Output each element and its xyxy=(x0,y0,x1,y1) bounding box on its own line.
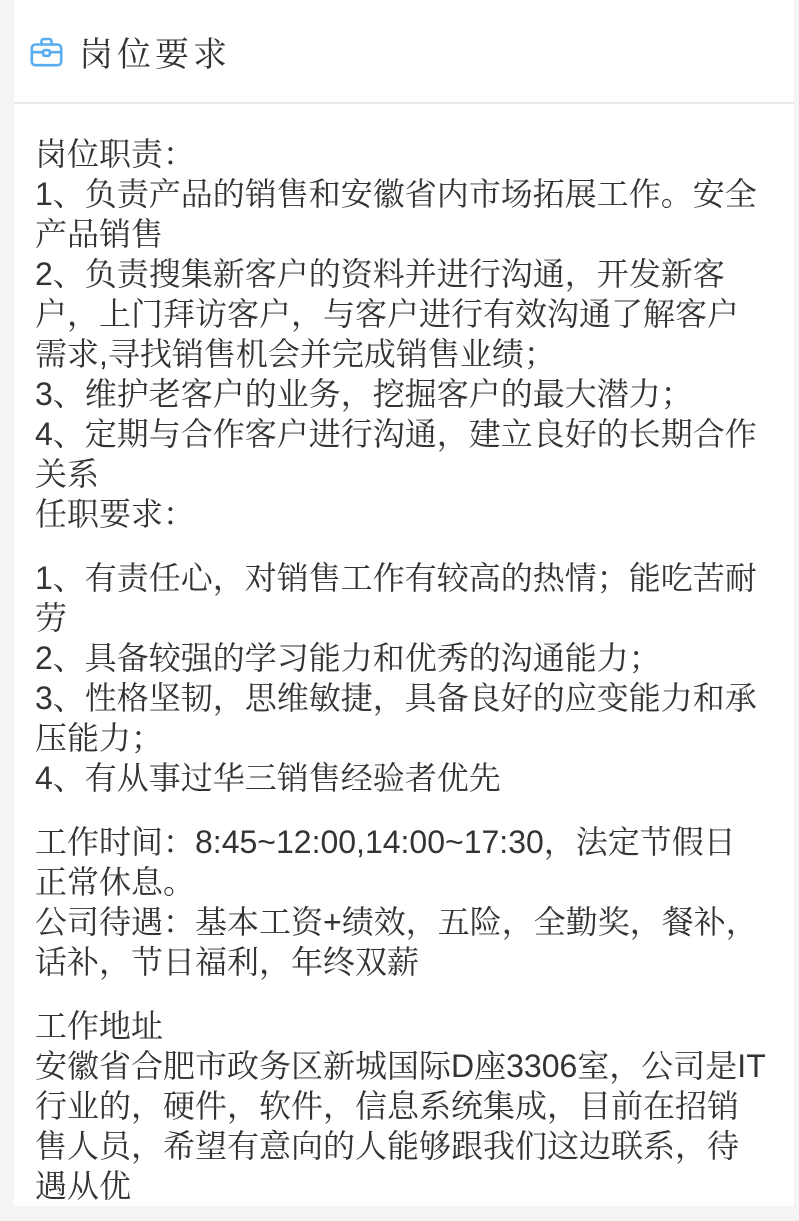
text-line: 工作时间：8:45~12:00,14:00~17:30，法定节假日 xyxy=(35,824,736,860)
text-line: 话补，节日福利，年终双薪 xyxy=(35,944,420,980)
text-line: 4、定期与合作客户进行沟通，建立良好的长期合作 xyxy=(35,416,757,452)
text-line: 4、有从事过华三销售经验者优先 xyxy=(35,760,501,796)
section-header xyxy=(14,0,794,104)
text-line: 压能力； xyxy=(35,720,164,756)
text-line: 安徽省合肥市政务区新城国际D座3306室，公司是IT xyxy=(35,1048,766,1084)
text-line: 岗位职责： xyxy=(35,136,196,172)
text-line: 售人员，希望有意向的人能够跟我们这边联系，待 xyxy=(35,1128,740,1164)
text-section xyxy=(35,822,780,982)
job-requirements-card xyxy=(14,0,794,1206)
text-line: 关系 xyxy=(35,456,100,492)
text-line: 1、负责产品的销售和安徽省内市场拓展工作。安全 xyxy=(35,176,757,212)
text-line: 1、有责任心，对销售工作有较高的热情；能吃苦耐 xyxy=(35,560,757,596)
job-description xyxy=(14,104,794,1206)
text-line: 产品销售 xyxy=(35,216,164,252)
text-line: 2、具备较强的学习能力和优秀的沟通能力； xyxy=(35,640,661,676)
text-line: 户，上门拜访客户，与客户进行有效沟通了解客户 xyxy=(35,296,740,332)
text-line: 3、维护老客户的业务，挖掘客户的最大潜力； xyxy=(35,376,693,412)
text-line: 行业的，硬件，软件，信息系统集成，目前在招销 xyxy=(35,1088,740,1124)
text-line: 3、性格坚韧，思维敏捷，具备良好的应变能力和承 xyxy=(35,680,757,716)
text-section xyxy=(35,134,780,534)
text-line: 正常休息。 xyxy=(35,864,196,900)
text-line: 工作地址 xyxy=(35,1008,164,1044)
text-section xyxy=(35,558,780,798)
text-line: 遇从优 xyxy=(35,1168,132,1204)
text-line: 需求,寻找销售机会并完成销售业绩； xyxy=(35,336,556,372)
text-section xyxy=(35,1006,780,1206)
text-line: 2、负责搜集新客户的资料并进行沟通，开发新客 xyxy=(35,256,725,292)
briefcase-icon xyxy=(30,36,63,67)
text-line: 任职要求： xyxy=(35,496,196,532)
text-line: 劳 xyxy=(35,600,68,636)
text-line: 公司待遇：基本工资+绩效，五险，全勤奖，餐补， xyxy=(35,904,758,940)
section-title: 岗位要求 xyxy=(79,35,231,74)
